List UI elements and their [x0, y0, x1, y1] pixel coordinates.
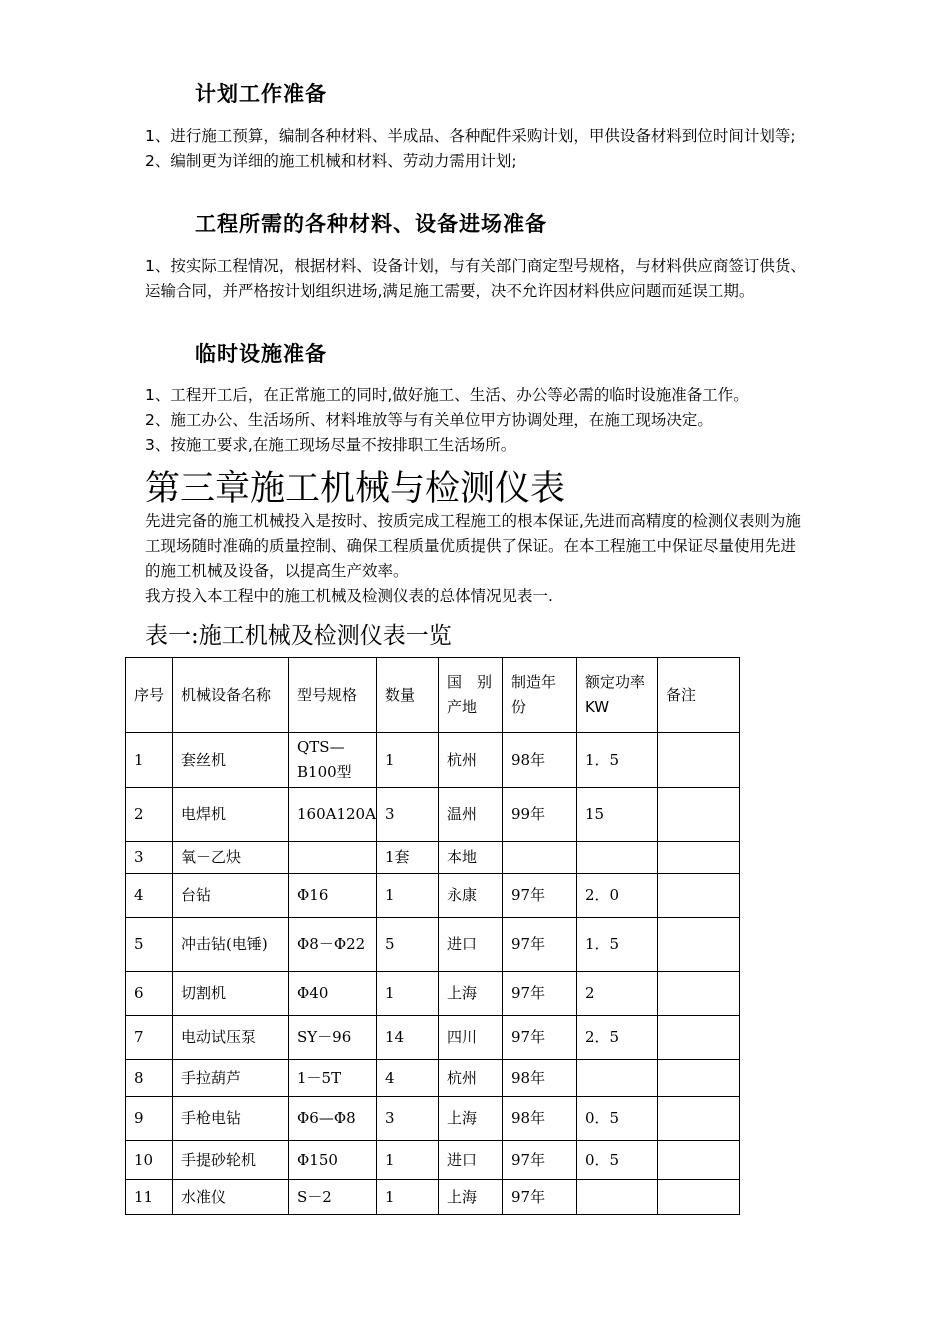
cell-name: 手提砂轮机	[173, 1141, 289, 1180]
cell-year: 97年	[503, 972, 577, 1016]
cell-name: 氧－乙炔	[173, 842, 289, 874]
cell-year: 98年	[503, 1060, 577, 1097]
cell-index: 3	[126, 842, 173, 874]
heading-plan-preparation: 计划工作准备	[195, 82, 327, 106]
cell-name: 电焊机	[173, 788, 289, 842]
cell-year: 97年	[503, 874, 577, 918]
cell-quantity: 1	[377, 1180, 439, 1215]
cell-power: 0．5	[577, 1097, 658, 1141]
cell-origin: 杭州	[439, 733, 503, 788]
cell-name: 台钻	[173, 874, 289, 918]
table-row	[126, 1016, 740, 1060]
cell-year: 97年	[503, 1016, 577, 1060]
cell-model	[289, 842, 377, 874]
table-row	[126, 1141, 740, 1180]
cell-quantity: 1	[377, 972, 439, 1016]
cell-name: 水准仪	[173, 1180, 289, 1215]
plan-preparation-list	[145, 124, 810, 174]
cell-remarks	[658, 1060, 740, 1097]
cell-model: 1－5T	[289, 1060, 377, 1097]
cell-year: 99年	[503, 788, 577, 842]
cell-origin: 温州	[439, 788, 503, 842]
list-item: 1、进行施工预算，编制各种材料、半成品、各种配件采购计划，甲供设备材料到位时间计划等;	[145, 127, 796, 145]
cell-index: 2	[126, 788, 173, 842]
cell-index: 9	[126, 1097, 173, 1141]
cell-model: Φ16	[289, 874, 377, 918]
cell-quantity: 1	[377, 1141, 439, 1180]
table-row	[126, 874, 740, 918]
table-row	[126, 1180, 740, 1215]
cell-quantity: 4	[377, 1060, 439, 1097]
header-model: 型号规格	[289, 658, 377, 733]
cell-name: 手拉葫芦	[173, 1060, 289, 1097]
list-item: 3、按施工要求,在施工现场尽量不按排职工生活场所。	[145, 436, 517, 454]
table-row	[126, 733, 740, 788]
cell-quantity: 5	[377, 918, 439, 972]
intro-paragraph-2: 我方投入本工程中的施工机械及检测仪表的总体情况见表一.	[145, 587, 553, 605]
cell-model: Φ6—Φ8	[289, 1097, 377, 1141]
cell-model: QTS—B100型	[289, 733, 377, 788]
header-name: 机械设备名称	[173, 658, 289, 733]
cell-year	[503, 842, 577, 874]
header-year: 制造年份	[503, 658, 577, 733]
cell-remarks	[658, 733, 740, 788]
heading-materials-preparation: 工程所需的各种材料、设备进场准备	[195, 212, 547, 236]
cell-remarks	[658, 842, 740, 874]
cell-quantity: 3	[377, 1097, 439, 1141]
cell-quantity: 3	[377, 788, 439, 842]
cell-year: 97年	[503, 1141, 577, 1180]
cell-origin: 永康	[439, 874, 503, 918]
cell-name: 套丝机	[173, 733, 289, 788]
cell-name: 电动试压泵	[173, 1016, 289, 1060]
heading-temporary-facilities: 临时设施准备	[195, 342, 327, 366]
cell-power: 0．5	[577, 1141, 658, 1180]
table-header-row	[126, 658, 740, 733]
header-origin: 国 别产地	[439, 658, 503, 733]
cell-origin: 杭州	[439, 1060, 503, 1097]
cell-index: 5	[126, 918, 173, 972]
cell-origin: 四川	[439, 1016, 503, 1060]
cell-name: 冲击钻(电锤)	[173, 918, 289, 972]
cell-name: 切割机	[173, 972, 289, 1016]
cell-index: 1	[126, 733, 173, 788]
cell-remarks	[658, 788, 740, 842]
cell-year: 98年	[503, 1097, 577, 1141]
cell-model: 160A120A	[289, 788, 377, 842]
cell-power: 1．5	[577, 733, 658, 788]
cell-power: 2	[577, 972, 658, 1016]
temporary-facilities-list	[145, 383, 810, 458]
header-quantity: 数量	[377, 658, 439, 733]
cell-remarks	[658, 1180, 740, 1215]
cell-quantity: 14	[377, 1016, 439, 1060]
cell-index: 6	[126, 972, 173, 1016]
cell-model: Φ150	[289, 1141, 377, 1180]
cell-origin: 上海	[439, 1180, 503, 1215]
table-row	[126, 918, 740, 972]
cell-remarks	[658, 1097, 740, 1141]
header-remarks: 备注	[658, 658, 740, 733]
list-item: 1、工程开工后，在正常施工的同时,做好施工、生活、办公等必需的临时设施准备工作。	[145, 386, 749, 404]
list-item: 1、按实际工程情况，根据材料、设备计划，与有关部门商定型号规格，与材料供应商签订供货、运输合同，并严格按计划组织进场,满足施工需要，决不允许因材料供应问题而延误工期。	[145, 257, 806, 300]
cell-model: Φ8－Φ22	[289, 918, 377, 972]
table-row	[126, 1097, 740, 1141]
cell-remarks	[658, 918, 740, 972]
list-item: 2、施工办公、生活场所、材料堆放等与有关单位甲方协调处理，在施工现场决定。	[145, 411, 713, 429]
cell-origin: 上海	[439, 972, 503, 1016]
cell-year: 97年	[503, 1180, 577, 1215]
cell-quantity: 1	[377, 733, 439, 788]
table-row	[126, 1060, 740, 1097]
cell-quantity: 1	[377, 874, 439, 918]
cell-index: 8	[126, 1060, 173, 1097]
cell-index: 10	[126, 1141, 173, 1180]
table-caption: 表一:施工机械及检测仪表一览	[145, 623, 452, 649]
cell-power	[577, 842, 658, 874]
header-index: 序号	[126, 658, 173, 733]
chapter-intro	[145, 509, 810, 609]
cell-origin: 进口	[439, 918, 503, 972]
cell-origin: 进口	[439, 1141, 503, 1180]
cell-model: Φ40	[289, 972, 377, 1016]
cell-remarks	[658, 972, 740, 1016]
cell-power: 1．5	[577, 918, 658, 972]
cell-quantity: 1套	[377, 842, 439, 874]
cell-remarks	[658, 1141, 740, 1180]
cell-power: 2．0	[577, 874, 658, 918]
cell-remarks	[658, 1016, 740, 1060]
list-item: 2、编制更为详细的施工机械和材料、劳动力需用计划;	[145, 152, 517, 170]
cell-index: 7	[126, 1016, 173, 1060]
cell-index: 11	[126, 1180, 173, 1215]
table-row	[126, 972, 740, 1016]
intro-paragraph: 先进完备的施工机械投入是按时、按质完成工程施工的根本保证,先进而高精度的检测仪表则为施工现场随时准确的质量控制、确保工程质量优质提供了保证。在本工程施工中保证尽量使用先进的施工机械及设备，以提高生产效率。	[145, 512, 801, 580]
equipment-table	[125, 657, 740, 1215]
cell-remarks	[658, 874, 740, 918]
materials-preparation-list	[145, 254, 810, 304]
cell-name: 手枪电钻	[173, 1097, 289, 1141]
table-row	[126, 842, 740, 874]
cell-model: SY－96	[289, 1016, 377, 1060]
header-power: 额定功率KW	[577, 658, 658, 733]
cell-power: 2．5	[577, 1016, 658, 1060]
cell-index: 4	[126, 874, 173, 918]
cell-origin: 本地	[439, 842, 503, 874]
cell-power: 15	[577, 788, 658, 842]
cell-year: 97年	[503, 918, 577, 972]
cell-year: 98年	[503, 733, 577, 788]
cell-model: S－2	[289, 1180, 377, 1215]
cell-origin: 上海	[439, 1097, 503, 1141]
chapter-title: 第三章施工机械与检测仪表	[145, 469, 566, 509]
cell-power	[577, 1060, 658, 1097]
table-row	[126, 788, 740, 842]
cell-power	[577, 1180, 658, 1215]
